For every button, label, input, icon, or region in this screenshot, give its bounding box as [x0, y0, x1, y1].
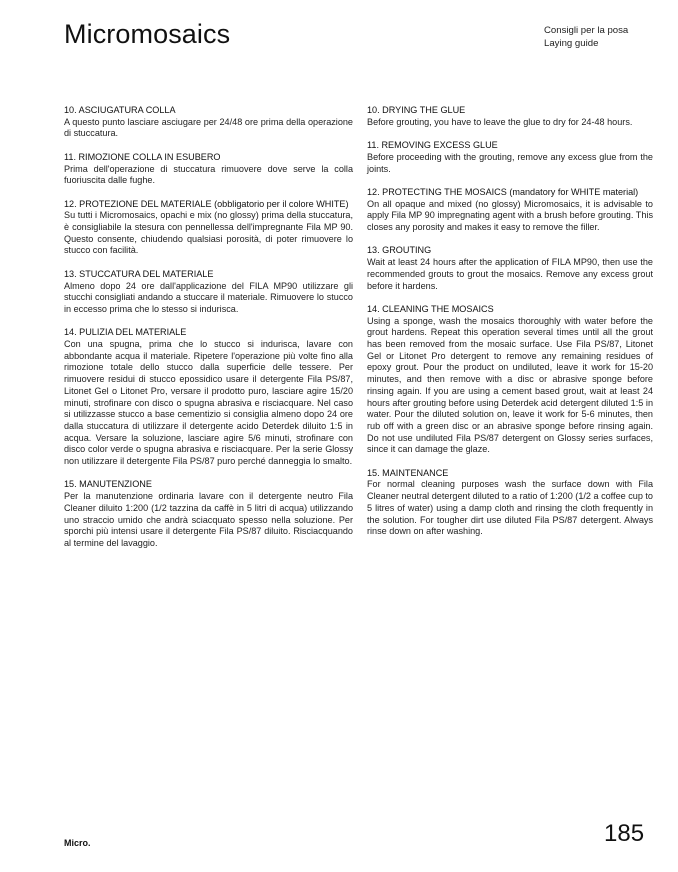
section-heading: 11. RIMOZIONE COLLA IN ESUBERO	[64, 151, 221, 162]
section-drying-it	[64, 105, 353, 140]
footer-brand: Micro.	[64, 838, 91, 848]
section-heading: 13. GROUTING	[367, 245, 432, 256]
subtitle-english: Laying guide	[544, 37, 599, 49]
section-heading: 11. REMOVING EXCESS GLUE	[367, 140, 498, 151]
section-body: Before grouting, you have to leave the glue to dry for 24-48 hours.	[367, 116, 633, 127]
section-excess-glue-en	[367, 140, 653, 175]
section-body: Con una spugna, prima che lo stucco si indurisca, lavare con abbondante acqua il materiale. Ripetere l'operazione più volte fino alla rimozione totale dello stucco dalla superficie delle tessere. Per rimuovere residui di stucco epossidico usare il detergente Fila PS/87, Litonet Gel o Litonet Pro, versare il prodotto puro, lasciare agire 15/20 minuti, strofinare con disco o spugna abrasiva e risciacquare. Nel caso si utilizzasse stucco a base cementizio si consiglia almeno dopo 24 ore dalla stuccatura di utilizzare il detergente acido Deterdek diluito 1:5 in acqua. Versare la soluzione, lasciare agire 5/6 minuti, strofinare con disco color verde o spugna abrasiva e risciacquare. Per la serie Glossy non utilizzare il detergente Fila PS/87 puro perché danneggia lo smalto.	[64, 339, 353, 467]
section-body: For normal cleaning purposes wash the surface down with Fila Cleaner neutral detergent diluted to a ratio of 1:200 (1/2 a coffee cup to 5 litres of water) using a damp cloth and rinsing the cloth frequently in the solution. For tougher dirt use diluted Fila PS/87 detergent. Always rinse down on after washing.	[367, 479, 653, 537]
section-grouting-it	[64, 269, 353, 316]
section-body: Using a sponge, wash the mosaics thoroughly with water before the grout hardens. Repeat this operation several times until all the grout has been removed from the mosaic surface. Use Fila PS/87, Litonet Gel or Litonet Pro detergent to remove any remaining residues of epoxy grout. Pour the product on undiluted, leave it work for 15-20 minutes, and then remove with a disc or abrasive sponge before rinsing again. If you are using a cement based grout, wait at least 24 hours after grouting before using Deterdek acid detergent diluted 1:5 in water. Pour the diluted solution on, leave it work for 5-6 minutes, then rub off with a green disc or an abrasive sponge before rinsing again. Do not use undiluted Fila PS/87 detergent on Glossy series surfaces, since it can damage the glaze.	[367, 315, 653, 455]
section-protection-it	[64, 199, 353, 258]
subtitle-italian: Consigli per la posa	[544, 25, 629, 36]
section-body: Wait at least 24 hours after the application of FILA MP90, then use the recommended grouts to grout the mosaics. Remove any excess grout before it hardens.	[367, 257, 653, 291]
section-body: On all opaque and mixed (no glossy) Micromosaics, it is advisable to apply Fila MP 90 impregnating agent with a brush before grouting. This closes any porosity and makes it easy to remove the filler.	[367, 198, 653, 232]
section-heading: 15. MANUTENZIONE	[64, 479, 152, 490]
section-heading: 10. ASCIUGATURA COLLA	[64, 105, 176, 115]
section-heading: 13. STUCCATURA DEL MATERIALE	[64, 268, 214, 279]
italian-column	[64, 105, 353, 561]
section-heading: 12. PROTEZIONE DEL MATERIALE (obbligatorio per il colore WHITE)	[64, 198, 349, 209]
section-note: (obbligatorio per il colore WHITE)	[214, 198, 349, 209]
section-cleaning-it	[64, 327, 353, 467]
section-heading: 14. CLEANING THE MOSAICS	[367, 303, 494, 314]
section-note: (mandatory for WHITE material)	[509, 186, 639, 197]
section-heading: 10. DRYING THE GLUE	[367, 105, 466, 115]
page-number: 185	[604, 820, 645, 847]
section-body: Per la manutenzione ordinaria lavare con il detergente neutro Fila Cleaner diluito 1:200 (1/2 tazzina da caffè in 5 litri di acqua) utilizzando uno straccio umido che andrà sciacquato spesso nella soluzione. Per sporchi più intensi usare il detergente Fila PS/87 diluito. Risciacquando al termine del lavaggio.	[64, 491, 353, 548]
section-body: Su tutti i Micromosaics, opachi e mix (no glossy) prima della stuccatura, è consigliabile la stesura con pennellessa dell'impregnante Fila MP 90. Questo consente, chiudendo qualsiasi porosità, di poter rimuovere lo stucco con facilità.	[64, 210, 353, 256]
page-title: Micromosaics	[64, 19, 231, 49]
section-protection-en	[367, 187, 653, 234]
section-excess-glue-it	[64, 152, 353, 187]
section-drying-en	[367, 105, 653, 128]
page-subtitle	[544, 25, 628, 50]
english-column	[367, 105, 653, 550]
section-heading: 14. PULIZIA DEL MATERIALE	[64, 327, 187, 338]
section-body: Before proceeding with the grouting, remove any excess glue from the joints.	[367, 151, 653, 174]
section-heading: 15. MAINTENANCE	[367, 467, 449, 478]
section-maintenance-en	[367, 468, 653, 538]
section-heading: 12. PROTECTING THE MOSAICS (mandatory for WHITE material)	[367, 186, 639, 197]
section-grouting-en	[367, 245, 653, 292]
section-maintenance-it	[64, 479, 353, 549]
section-body: Prima dell'operazione di stuccatura rimuovere dove serve la colla fuoriuscita dalle fughe.	[64, 163, 353, 186]
section-body: A questo punto lasciare asciugare per 24/48 ore prima della operazione di stuccatura.	[64, 116, 353, 139]
section-body: Almeno dopo 24 ore dall'applicazione del FILA MP90 utilizzare gli stucchi consigliati andando a stuccare il materiale. Rimuovere lo stucco in eccesso prima che lo stesso si indurisca.	[64, 280, 353, 314]
section-cleaning-en	[367, 304, 653, 456]
